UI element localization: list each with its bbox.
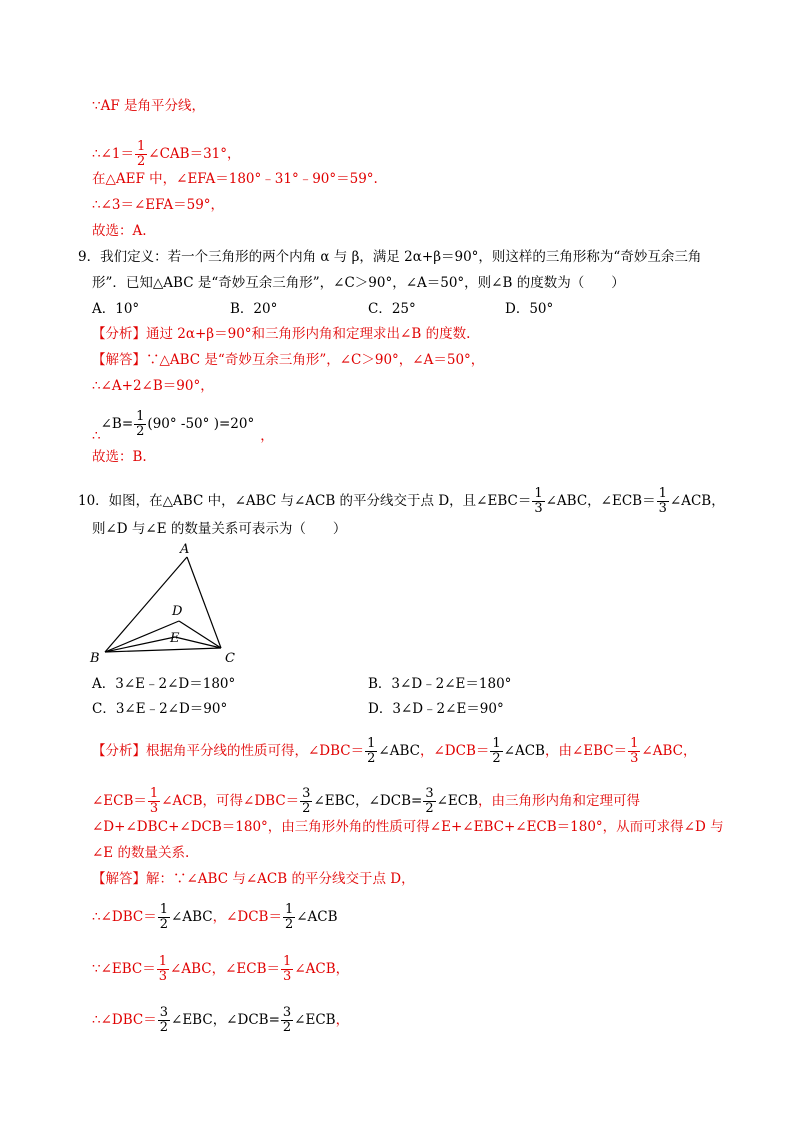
- q10-solution-3: [92, 955, 349, 984]
- q9-option-a: A．10°: [92, 301, 140, 317]
- q10-option-d: D．3∠D﹣2∠E＝90°: [368, 701, 504, 717]
- fraction: [628, 737, 640, 766]
- question-9-line2: 形”．已知△ABC 是“奇妙互余三角形”，∠C＞90°，∠A＝50°，则∠B 的度数为（ ）: [92, 275, 625, 291]
- numerator: 1: [149, 786, 159, 801]
- fraction: [135, 140, 147, 169]
- q10-option-a: A．3∠E﹣2∠D＝180°: [92, 676, 236, 692]
- q9-option-c: C．25°: [368, 301, 416, 317]
- q9-analysis: 【分析】通过 2α+β＝90°和三角形内角和定理求出∠B 的度数.: [92, 326, 471, 342]
- line-angle3: ∴∠3＝∠EFA＝59°，: [92, 197, 225, 213]
- q10-solution-2: [92, 903, 338, 932]
- fraction: [490, 737, 502, 766]
- numerator: 1: [492, 736, 501, 751]
- text: ∠ABC，: [641, 743, 697, 759]
- denominator: 2: [284, 917, 294, 932]
- text: ∴∠1＝: [92, 146, 134, 162]
- text: ∠ABC: [171, 909, 213, 925]
- numerator: 3: [159, 1005, 169, 1020]
- numerator: 1: [136, 409, 145, 424]
- text: ∠EBC: [171, 1012, 213, 1028]
- text: ∠ACB，可得∠DBC＝: [161, 793, 300, 809]
- line-af-bisector: ∵AF 是角平分线，: [92, 98, 205, 114]
- numerator: 1: [630, 736, 639, 751]
- q10-analysis-3: ∠D+∠DBC+∠DCB＝180°，由三角形外角的性质可得∠E+∠EBC+∠ECB＝180°，从而可求得∠D 与: [92, 819, 724, 835]
- text: ∠ECB: [436, 793, 479, 809]
- text: ，∠DCB=: [212, 1012, 280, 1028]
- text: 【分析】根据角平分线的性质可得，∠DBC＝: [92, 743, 365, 759]
- numerator: 3: [302, 786, 311, 801]
- text: ∠ECB: [294, 1012, 336, 1028]
- fraction: [423, 787, 435, 816]
- text: ∠ABC，∠ECB＝: [170, 961, 281, 977]
- denominator: 3: [534, 501, 543, 516]
- text: (90° -50° )=20°: [147, 416, 255, 432]
- fraction: [365, 737, 377, 766]
- text: ∠ABC: [378, 743, 420, 759]
- denominator: 2: [367, 751, 376, 766]
- denominator: 2: [425, 801, 434, 816]
- fraction: [158, 903, 170, 932]
- question-10-line2: 则∠D 与∠E 的数量关系可表示为（ ）: [92, 521, 347, 537]
- question-9-line1: 9．我们定义：若一个三角形的两个内角 α 与 β，满足 2α+β＝90°，则这样的三角形称为“奇妙互余三角: [78, 249, 702, 265]
- denominator: 2: [159, 1020, 169, 1035]
- q10-solution-4: [92, 1006, 349, 1035]
- fraction: [532, 487, 544, 516]
- line-triangle-aef: 在△AEF 中，∠EFA＝180°﹣31°﹣90°＝59°.: [92, 171, 378, 187]
- denominator: 2: [492, 751, 501, 766]
- numerator: 1: [159, 902, 169, 917]
- text: ∴∠DBC＝: [92, 909, 157, 925]
- fraction: [657, 487, 669, 516]
- q9-option-b: B．20°: [230, 301, 278, 317]
- label-a: A: [180, 542, 190, 557]
- segment-bd: [105, 621, 179, 652]
- denominator: 3: [283, 969, 292, 984]
- numerator: 1: [137, 139, 146, 154]
- numerator: 1: [534, 486, 543, 501]
- q10-option-b: B．3∠D﹣2∠E＝180°: [368, 676, 512, 692]
- denominator: 3: [149, 801, 159, 816]
- q10-option-c: C．3∠E﹣2∠D＝90°: [92, 701, 228, 717]
- denominator: 2: [159, 917, 169, 932]
- q9-solution-2: ∴∠A+2∠B＝90°，: [92, 378, 214, 394]
- denominator: 2: [137, 154, 146, 169]
- q9-answer: 故选：B.: [92, 449, 147, 465]
- denominator: 2: [136, 424, 145, 439]
- fraction: [158, 1006, 170, 1035]
- numerator: 3: [282, 1005, 292, 1020]
- text: ∠ACB，: [669, 493, 725, 509]
- text: ∴∠DBC＝: [92, 1012, 157, 1028]
- text: ∠EBC: [313, 793, 356, 809]
- denominator: 3: [658, 501, 667, 516]
- line-angle1: [92, 140, 241, 169]
- numerator: 1: [658, 486, 667, 501]
- text: 10．如图，在△ABC 中，∠ABC 与∠ACB 的平分线交于点 D，且∠EBC＝: [78, 493, 532, 509]
- comma: ，: [260, 428, 274, 444]
- numerator: 1: [367, 736, 376, 751]
- fraction: [281, 955, 293, 984]
- numerator: 1: [158, 954, 168, 969]
- q10-analysis-4: ∠E 的数量关系.: [92, 845, 190, 861]
- denominator: 2: [282, 1020, 292, 1035]
- triangle-figure: [85, 540, 245, 670]
- fraction: [300, 787, 312, 816]
- fraction: [148, 787, 160, 816]
- q10-solution-1: 【解答】解：∵∠ABC 与∠ACB 的平分线交于点 D，: [92, 871, 415, 887]
- fraction: [281, 1006, 293, 1035]
- q10-analysis-1: [92, 737, 696, 766]
- question-10-line1: [78, 487, 725, 516]
- q10-analysis-2: [92, 787, 640, 816]
- side-ac: [187, 557, 221, 648]
- text: ，∠DCB＝: [212, 909, 282, 925]
- fraction: [134, 410, 146, 439]
- text: ∠ACB: [296, 909, 338, 925]
- therefore: ∴: [92, 428, 101, 444]
- text: ∠B=: [100, 416, 134, 432]
- denominator: 2: [302, 801, 311, 816]
- text: ，: [335, 1012, 350, 1028]
- text: ∵∠EBC＝: [92, 961, 156, 977]
- numerator: 3: [425, 786, 434, 801]
- text: ，∠DCB＝: [419, 743, 490, 759]
- text: ∠ABC，∠ECB＝: [545, 493, 656, 509]
- segment-ce: [175, 637, 221, 648]
- denominator: 3: [158, 969, 168, 984]
- label-c: C: [225, 651, 235, 666]
- text: ∠CAB＝31°，: [148, 146, 241, 162]
- text: ∠ACB: [503, 743, 545, 759]
- text: ，由三角形内角和定理可得: [478, 793, 641, 809]
- text: ∠ACB，: [294, 961, 350, 977]
- numerator: 1: [283, 954, 292, 969]
- line-answer-a: 故选：A.: [92, 223, 147, 239]
- fraction: [283, 903, 295, 932]
- label-d: D: [172, 604, 183, 619]
- numerator: 1: [284, 902, 294, 917]
- fraction: [157, 955, 169, 984]
- q9-solution-3: [92, 409, 274, 444]
- text: ，∠DCB=: [355, 793, 423, 809]
- segment-cd: [179, 621, 221, 648]
- label-e: E: [170, 631, 180, 646]
- q9-option-d: D．50°: [505, 301, 554, 317]
- q9-solution-1: 【解答】∵△ABC 是“奇妙互余三角形”，∠C＞90°，∠A＝50°，: [92, 352, 485, 368]
- text: ∠ECB＝: [92, 793, 147, 809]
- label-b: B: [90, 651, 100, 666]
- denominator: 3: [630, 751, 639, 766]
- text: ，由∠EBC＝: [544, 743, 628, 759]
